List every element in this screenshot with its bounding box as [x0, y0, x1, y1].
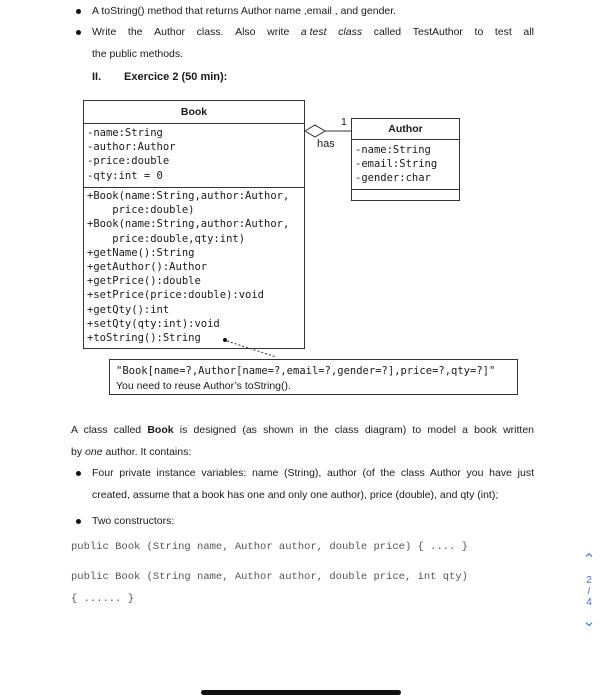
prev-page-chevron-icon[interactable]: ‹ — [581, 552, 598, 558]
uml-attribute: -name:String — [87, 127, 163, 139]
page-navigator — [582, 547, 596, 632]
note-anchor-dot — [223, 338, 227, 342]
aggregation-diamond-icon — [305, 125, 325, 137]
note-format-string: "Book[name=?,Author[name=?,email=?,gender=?],price=?,qty=?]" — [116, 365, 496, 377]
description-line1: A class called Book is designed (as shown in the class diagram) to model a book written — [71, 424, 535, 436]
uml-method: +Book(name:String,author:Author, — [87, 190, 290, 202]
bullet-variables-line1: Four private instance variables: name (String), author (of the class Author you have just — [92, 467, 534, 479]
uml-method: +setQty(qty:int):void — [87, 317, 220, 330]
next-page-chevron-icon[interactable]: › — [581, 621, 598, 627]
uml-attribute: -gender:char — [355, 172, 431, 185]
uml-method: price:double,qty:int) — [87, 232, 246, 245]
uml-note — [109, 359, 518, 395]
bullet-dot — [76, 471, 81, 476]
association-label: has — [317, 138, 335, 150]
uml-attribute: -price:double — [87, 155, 170, 168]
section-number: II. — [92, 71, 102, 83]
uml-method: +getAuthor():Author — [87, 261, 208, 274]
home-indicator-bar[interactable] — [201, 690, 401, 695]
uml-author-title: Author — [352, 119, 459, 140]
uml-method: +getPrice():double — [87, 275, 201, 288]
code-constructor-2-body: { ...... } — [71, 593, 135, 605]
note-reuse-hint: You need to reuse Author’s toString(). — [116, 380, 291, 392]
uml-attribute: -author:Author — [87, 141, 176, 154]
uml-attribute: -qty:int = 0 — [87, 169, 163, 182]
bullet-dot — [76, 519, 81, 524]
uml-attribute: -name:String — [355, 144, 431, 156]
bullet-variables-line2: created, assume that a book has one and only one author), price (double), and qty (int); — [92, 489, 499, 501]
uml-attribute: -email:String — [355, 158, 438, 171]
uml-method: +toString():String — [87, 332, 201, 345]
current-page-number: 2 — [586, 575, 592, 586]
description-line2: by one author. It contains: — [71, 446, 192, 458]
association-multiplicity: 1 — [341, 116, 347, 128]
code-constructor-2: public Book (String name, Author author, double price, int qty) — [71, 571, 468, 583]
total-pages: 4 — [586, 597, 592, 608]
note-connector-line — [227, 341, 276, 357]
bullet-write-author-cont: the public methods. — [92, 48, 184, 60]
uml-method: +getName():String — [87, 246, 195, 259]
uml-method: +getQty():int — [87, 303, 170, 316]
uml-method: +Book(name:String,author:Author, — [87, 218, 290, 231]
uml-book-title: Book — [84, 101, 304, 124]
code-constructor-1: public Book (String name, Author author, double price) { .... } — [71, 541, 468, 553]
bullet-constructors: Two constructors: — [92, 515, 175, 527]
uml-method: +setPrice(price:double):void — [87, 289, 265, 302]
bullet-write-author: Write the Author class. Also write a test class called TestAuthor to test all — [92, 26, 534, 38]
page-separator: / — [587, 586, 591, 597]
section-title: Exercice 2 (50 min): — [124, 71, 228, 83]
uml-method: price:double) — [87, 204, 195, 217]
bullet-tostring: A toString() method that returns Author name ,email , and gender. — [92, 5, 397, 17]
